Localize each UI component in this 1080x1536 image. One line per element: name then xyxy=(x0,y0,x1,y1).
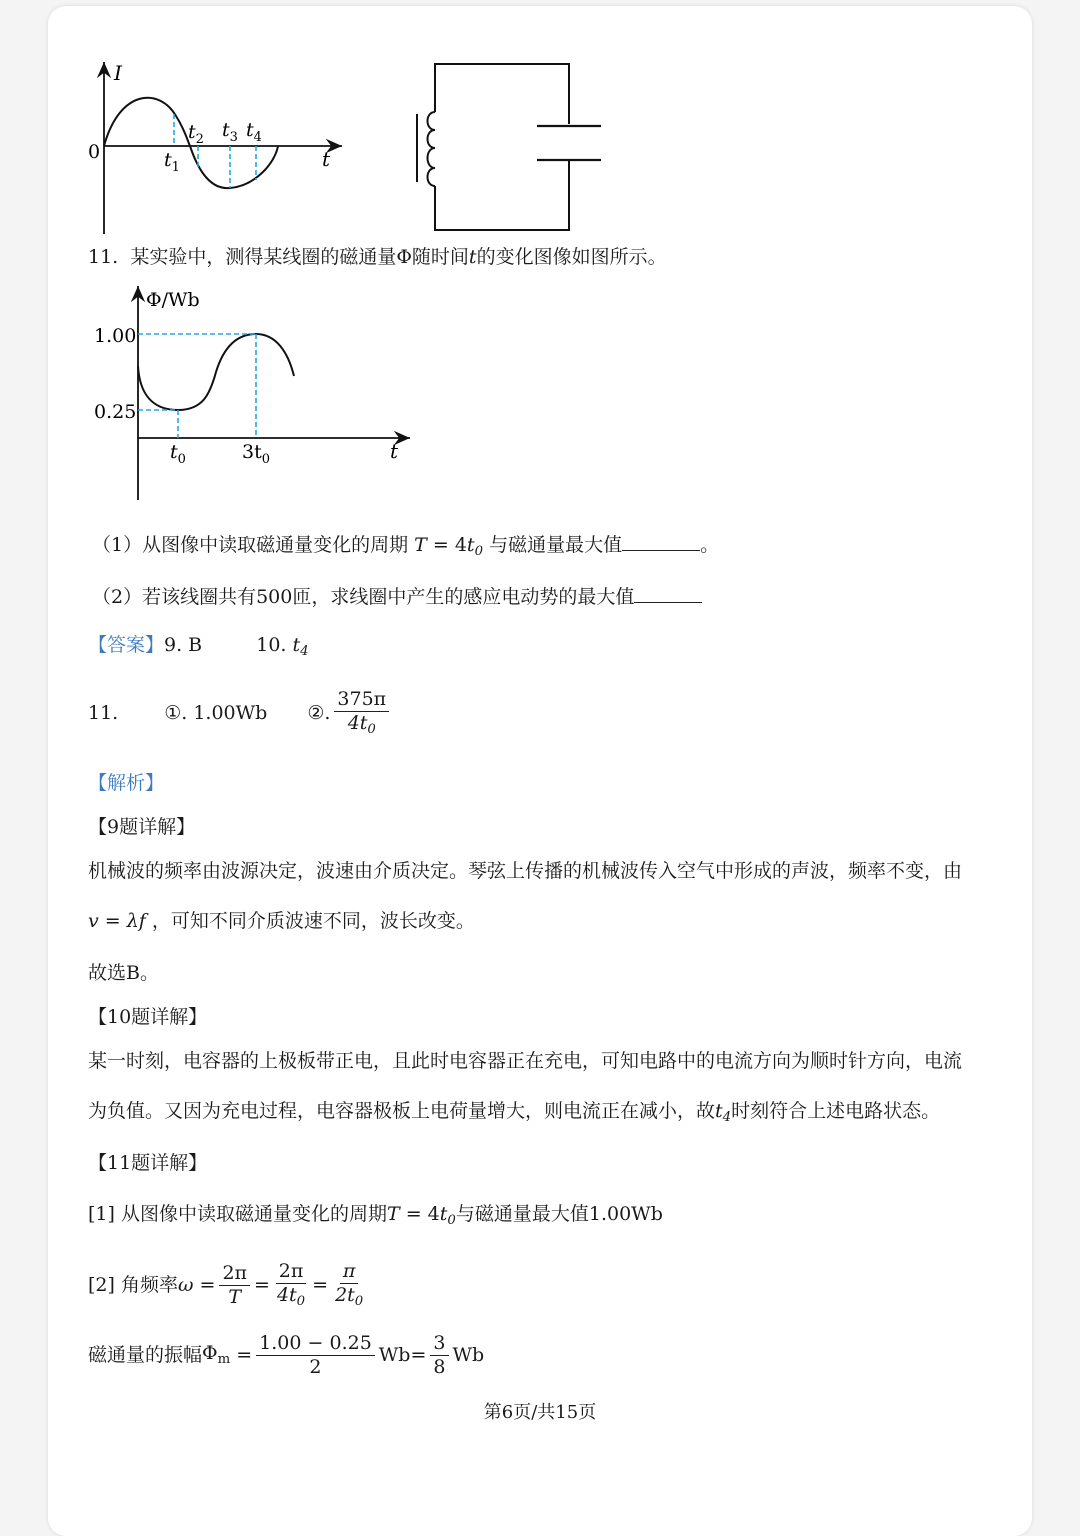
amplitude-symbol: $\Phi_m$ xyxy=(202,1342,231,1368)
wb-unit: Wb xyxy=(452,1344,485,1366)
question-11 xyxy=(88,248,667,267)
omega-fraction-3 xyxy=(332,1262,366,1308)
period-symbol: T xyxy=(414,534,427,556)
omega-fraction-2 xyxy=(274,1262,308,1308)
answer-11-line xyxy=(88,690,393,736)
q11-step-3a: 磁通量的振幅 xyxy=(88,1344,203,1366)
inductor-coil xyxy=(428,112,436,186)
answer-9: 9. B xyxy=(164,634,203,656)
fraction-denominator: $4t_0$ xyxy=(347,712,376,737)
answer-blank-1[interactable] xyxy=(622,532,700,551)
answer-blank-2[interactable] xyxy=(634,584,702,603)
q9-para-2-text: ，可知不同介质波速不同，波长改变。 xyxy=(151,910,475,932)
amplitude-result-fraction xyxy=(430,1334,448,1377)
flux-time-graph xyxy=(88,282,418,504)
heading-q11: 【11题详解】 xyxy=(88,1152,208,1174)
numerator: π xyxy=(340,1262,359,1284)
flux-curve xyxy=(138,334,294,410)
answer-11-part2-label: ②. xyxy=(307,701,331,724)
question-text-a: 某实验中，测得某线圈的磁通量 xyxy=(130,246,397,268)
wb-equals: Wb= xyxy=(378,1344,427,1366)
q11-step-1a: [1] 从图像中读取磁通量变化的周期 xyxy=(88,1203,387,1225)
t0-symbol: $t_0$ xyxy=(466,534,484,559)
q9-para-2 xyxy=(88,912,475,931)
answer-11-number: 11. xyxy=(88,701,119,724)
q9-para-1: 机械波的频率由波源决定，波速由介质决定。琴弦上传播的机械波传入空气中形成的声波，频率不变，由 xyxy=(88,860,963,882)
omega-fraction-1 xyxy=(219,1261,250,1308)
denominator: $4t_0$ xyxy=(276,1284,306,1309)
y-tick-high: 1.00 xyxy=(94,325,137,347)
numerator: 2π xyxy=(219,1264,250,1286)
q9-para-3: 故选B。 xyxy=(88,962,159,984)
x-tick-t0: $t_0$ xyxy=(170,441,186,467)
label-t3: $t_3$ xyxy=(222,119,238,145)
question-text-b: 随时间 xyxy=(411,246,469,268)
q10-para-2a: 为负值。又因为充电过程，电容器极板上电荷量增大，则电流正在减小，故 xyxy=(88,1100,716,1122)
wave-formula: v = λf xyxy=(88,910,146,932)
denominator: 8 xyxy=(433,1356,446,1378)
origin-label: 0 xyxy=(88,141,101,163)
y-tick-low: 0.25 xyxy=(94,401,137,423)
answer-10-value: $t_4$ xyxy=(292,634,309,659)
numerator: 1.00 − 0.25 xyxy=(256,1334,375,1356)
equals-4: = 4 xyxy=(426,534,467,556)
sub1-end: 。 xyxy=(700,534,720,556)
omega-symbol: ω xyxy=(177,1273,194,1296)
fraction-numerator: 375π xyxy=(334,690,389,712)
x-axis-label: t xyxy=(322,147,331,171)
q10-para-2 xyxy=(88,1102,940,1124)
denominator: 2 xyxy=(309,1356,322,1378)
label-t2: $t_2$ xyxy=(188,121,204,147)
q10-para-1: 某一时刻，电容器的上极板带正电，且此时电容器正在充电，可知电路中的电流方向为顺时针方向，电流 xyxy=(88,1050,963,1072)
x-tick-3t0: $3t_0$ xyxy=(242,441,271,467)
t0-symbol: $t_0$ xyxy=(439,1203,456,1228)
heading-q10: 【10题详解】 xyxy=(88,1006,208,1028)
label-t4: $t_4$ xyxy=(246,119,262,145)
t4-symbol: $t_4$ xyxy=(715,1100,732,1125)
q10-para-2b: 时刻符合上述电路状态。 xyxy=(731,1100,941,1122)
answer-11-part1: ①. 1.00Wb xyxy=(164,701,268,724)
numerator: 2π xyxy=(276,1262,307,1284)
sub2-text: （2）若该线圈共有500匝，求线圈中产生的感应电动势的最大值 xyxy=(92,586,635,608)
label-t1: $t_1$ xyxy=(164,149,180,175)
lc-circuit-diagram xyxy=(405,58,615,238)
q11-step-3: 磁通量的振幅 $\Phi_m$ = $\frac{1.00 - 0.25}{2}$ Wb= $\frac{3}{8}$ Wb xyxy=(88,1332,485,1378)
current-time-graph xyxy=(80,58,350,238)
y-axis-label: Φ/Wb xyxy=(146,289,200,311)
denominator: $2t_0$ xyxy=(335,1284,364,1309)
q11-step-1 xyxy=(88,1205,663,1227)
amplitude-fraction xyxy=(256,1334,375,1377)
denominator: T xyxy=(228,1285,242,1308)
phi-symbol: Φ xyxy=(396,246,412,268)
period-symbol: T xyxy=(386,1203,400,1225)
question-text-c: 的变化图像如图所示。 xyxy=(476,246,667,268)
answer-11-part2-fraction xyxy=(334,690,389,736)
t-symbol: t xyxy=(468,246,477,268)
answer-line xyxy=(88,636,309,658)
sub1-suffix: 与磁通量最大值 xyxy=(489,534,623,556)
x-axis-label: t xyxy=(390,439,399,463)
heading-q9: 【9题详解】 xyxy=(88,816,196,838)
y-axis-label: I xyxy=(114,61,122,85)
sub1-prefix: （1）从图像中读取磁通量变化的周期 xyxy=(92,534,409,556)
sub-question-2 xyxy=(92,584,702,607)
equals-4: = 4 xyxy=(399,1203,440,1225)
analysis-tag: 【解析】 xyxy=(88,772,165,794)
answer-tag: 【答案】 xyxy=(88,634,165,656)
answer-10-label: 10. xyxy=(256,634,287,656)
q11-step-2a: [2] 角频率 xyxy=(88,1273,178,1296)
q11-step-2: [2] 角频率 ω = $\frac{2\pi}{T}$ = $\frac{2\pi}{4t_0}$ = $\frac{\pi}{2t_0}$ xyxy=(88,1262,370,1308)
question-number: 11. xyxy=(88,246,119,268)
page-footer: 第6页/共15页 xyxy=(483,1402,597,1423)
circuit-wire xyxy=(435,64,569,230)
q11-step-1b: 与磁通量最大值1.00Wb xyxy=(455,1203,663,1225)
sub-question-1 xyxy=(92,532,719,558)
numerator: 3 xyxy=(430,1334,448,1356)
